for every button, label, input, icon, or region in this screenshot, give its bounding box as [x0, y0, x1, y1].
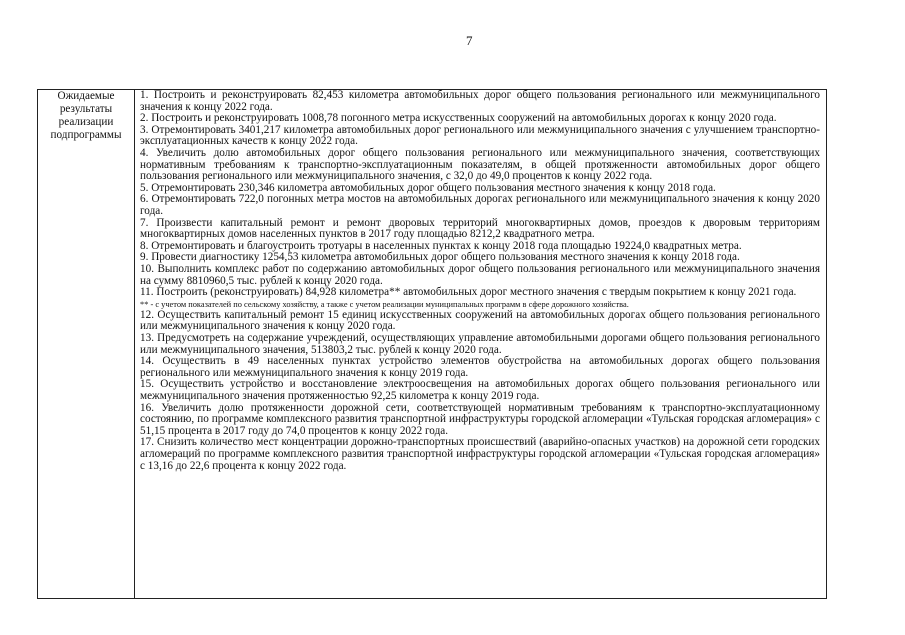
- row-header-line-4: подпрограммы: [50, 129, 122, 141]
- result-item-14: 14. Осуществить в 49 населенных пунктах устройство элементов обустройства на автомобильных дорогах общего пользования регионального или межмуниципального значения к концу 2019 года.: [140, 355, 820, 379]
- result-item-9: 9. Провести диагностику 1254,53 километра автомобильных дорог общего пользования местного значения к концу 2018 года.: [140, 251, 740, 264]
- row-header-line-3: реализации: [58, 116, 114, 128]
- result-item-5: 5. Отремонтировать 230,346 километра автомобильных дорог общего пользования местного значения к концу 2018 года.: [140, 181, 716, 194]
- result-item-2: 2. Построить и реконструировать 1008,78 погонного метра искусственных сооружений на автомобильных дорогах к концу 2020 года.: [140, 112, 777, 125]
- result-item-7: 7. Произвести капитальный ремонт и ремонт дворовых территорий многоквартирных домов, проездов к дворовым территориям многоквартирных домов населенных пунктов в 2017 году площадью 8212,2 квадратного метра.: [140, 216, 820, 241]
- row-header-line-1: Ожидаемые: [57, 90, 115, 102]
- results-table: [37, 89, 827, 599]
- result-item-17: 17. Снизить количество мест концентрации дорожно-транспортных происшествий (аварийно-опасных участков) на дорожной сети городских агломераций по программе комплексного развития транспортной инфраструктуры городской агломерации «Тульская городская агломерация» с 13,16 до 22,6 процента к концу 2022 года.: [140, 436, 820, 472]
- result-item-13: 13. Предусмотреть на содержание учреждений, осуществляющих управление автомобильными дорогами общего пользования регионального или межмуниципального значения, 513803,2 тыс. рублей к концу 2020 года.: [140, 332, 820, 356]
- result-item-10: 10. Выполнить комплекс работ по содержанию автомобильных дорог общего пользования регионального или межмуниципального значения на сумму 8810960,5 тыс. рублей к концу 2020 года.: [140, 262, 820, 287]
- result-item-8: 8. Отремонтировать и благоустроить тротуары в населенных пунктах к концу 2018 года площадью 19224,0 квадратных метра.: [140, 239, 742, 252]
- row-header-line-2: результаты: [59, 103, 113, 115]
- results-list-cell: [135, 90, 826, 598]
- page-number: 7: [466, 33, 473, 48]
- footnote: ** - с учетом показателей по сельскому хозяйству, а также с учетом реализации муниципальных программ в сфере дорожного хозяйства.: [140, 299, 629, 309]
- result-item-12: 12. Осуществить капитальный ремонт 15 единиц искусственных сооружений на автомобильных дорогах общего пользования регионального или межмуниципального значения к концу 2020 года.: [140, 308, 820, 333]
- result-item-16: 16. Увеличить долю протяженности дорожной сети, соответствующей нормативным требованиям к транспортно-эксплуатационному состоянию, по программе комплексного развития транспортной инфраструктуры городской агломерации «Тульская городская агломерация» с 51,15 процента в 2017 году до 74,0 процентов к концу 2022 года.: [140, 401, 820, 437]
- row-header-cell: [38, 90, 135, 598]
- result-item-4: 4. Увеличить долю автомобильных дорог общего пользования регионального или межмуниципального значения, соответствующих нормативным требованиям к транспортно-эксплуатационным показателям, в общей протяженности автомобильных дорог общего пользования регионального или межмуниципального значения, с 32,0 до 49,0 процентов к концу 2022 года.: [140, 146, 820, 183]
- result-item-6: 6. Отремонтировать 722,0 погонных метра мостов на автомобильных дорогах регионального или межмуниципального значения к концу 2020 года.: [140, 193, 820, 217]
- result-item-15: 15. Осуществить устройство и восстановление электроосвещения на автомобильных дорогах общего пользования регионального или межмуниципального значения протяженностью 92,25 километра к концу 2019 года.: [140, 378, 820, 403]
- result-item-11: 11. Построить (реконструировать) 84,928 километра** автомобильных дорог местного значения с твердым покрытием к концу 2021 года.: [140, 286, 797, 299]
- result-item-3: 3. Отремонтировать 3401,217 километра автомобильных дорог регионального или межмуниципального значения с улучшением транспортно-эксплуатационных качеств к концу 2022 года.: [140, 123, 820, 148]
- result-item-1: 1. Построить и реконструировать 82,453 километра автомобильных дорог общего пользования регионального или межмуниципального значения к концу 2022 года.: [140, 89, 820, 113]
